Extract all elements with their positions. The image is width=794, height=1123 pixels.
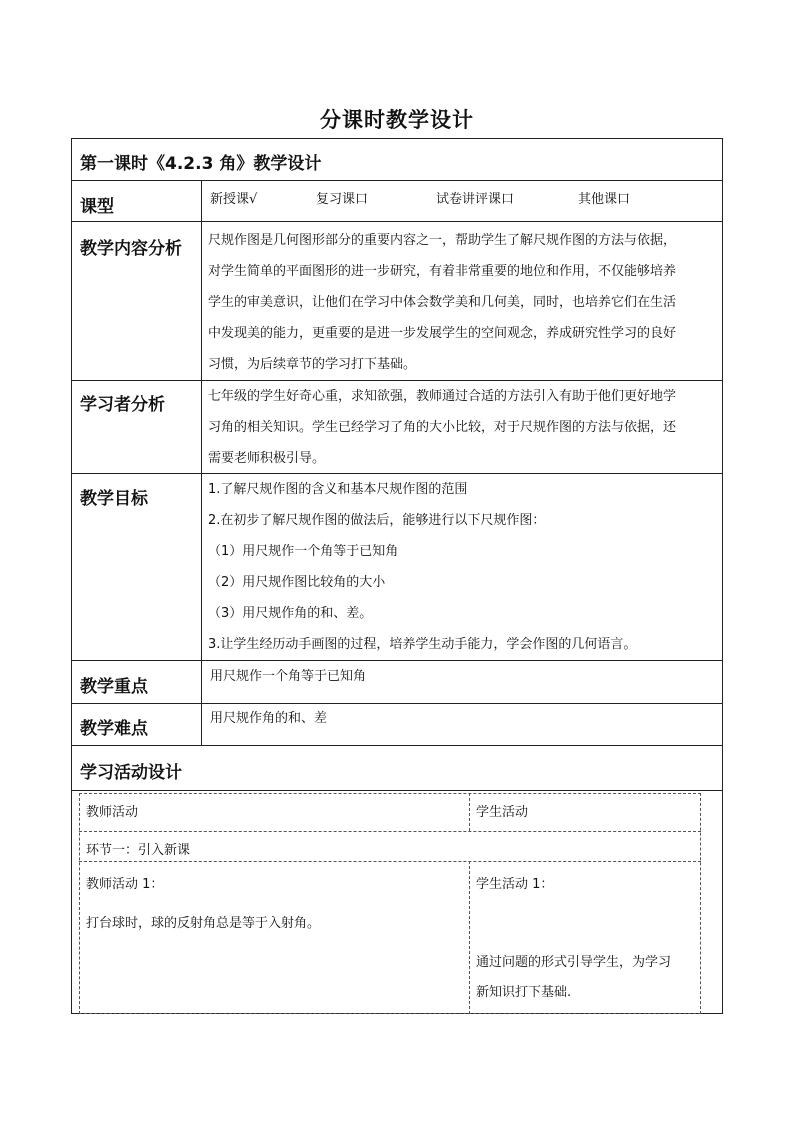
inner-row-divider xyxy=(79,831,701,832)
row-divider xyxy=(71,180,723,181)
row-divider xyxy=(71,790,723,791)
key-point-label: 教学重点 xyxy=(80,677,148,697)
inner-column-divider xyxy=(469,793,470,831)
row-divider xyxy=(71,660,723,661)
lesson-heading: 第一课时《4.2.3 角》教学设计 xyxy=(80,154,322,174)
content-analysis-label: 教学内容分析 xyxy=(80,239,182,259)
option-exam-review-lesson: 试卷讲评课口 xyxy=(436,192,515,207)
content-analysis-text: 尺规作图是几何图形部分的重要内容之一，帮助学生了解尺规作图的方法与依据， 对学生简单的平面图形的进一步研究，有着非常重要的地位和作用，不仅能够培养 学生的审美意识，让他们在学习中体会数学美和几何美，同时，也培养它们在生活 中发现美的能力，更重要的是进一步发展学生的空间观念，养成研究性学习的良好 习惯，为后续章节的学习打下基础。 xyxy=(208,233,677,372)
student-activity-1-label: 学生活动 1： xyxy=(476,877,554,892)
row-divider xyxy=(71,745,723,746)
row-divider xyxy=(71,221,723,222)
learner-analysis-text: 七年级的学生好奇心重，求知欲强，教师通过合适的方法引入有助于他们更好地学 习角的相关知识。学生已经学习了角的大小比较，对于尺规作图的方法与依据，还 需要老师积极引导。 xyxy=(208,389,677,466)
teacher-activity-1-text: 打台球时，球的反射角总是等于入射角。 xyxy=(86,916,321,931)
key-point-text: 用尺规作一个角等于已知角 xyxy=(210,669,367,684)
inner-row-divider xyxy=(79,861,701,862)
student-activity-header: 学生活动 xyxy=(476,805,529,820)
learner-analysis-label: 学习者分析 xyxy=(80,395,165,415)
teacher-activity-header: 教师活动 xyxy=(86,805,139,820)
option-review-lesson: 复习课口 xyxy=(316,192,369,207)
option-other-lesson: 其他课口 xyxy=(578,192,631,207)
teacher-activity-1-label: 教师活动 1： xyxy=(86,877,164,892)
option-new-lesson: 新授课√ xyxy=(210,192,258,207)
lesson-type-label: 课型 xyxy=(80,197,114,217)
column-divider xyxy=(201,180,202,745)
inner-column-divider xyxy=(469,861,470,1014)
difficulty-text: 用尺规作角的和、差 xyxy=(210,711,328,726)
student-activity-1-text: 通过问题的形式引导学生，为学习 新知识打下基础. xyxy=(476,955,672,1000)
activity-design-label: 学习活动设计 xyxy=(80,763,182,783)
objectives-label: 教学目标 xyxy=(80,489,148,509)
difficulty-label: 教学难点 xyxy=(80,719,148,739)
page-title: 分课时教学设计 xyxy=(320,108,474,132)
section-title: 环节一：引入新课 xyxy=(86,843,191,858)
row-divider xyxy=(71,703,723,704)
objectives-text: 1.了解尺规作图的含义和基本尺规作图的范围 2.在初步了解尺规作图的做法后，能够进行以下尺规作图： （1）用尺规作一个角等于已知角 （2）用尺规作图比较角的大小 （3）用尺规作角的和、差。 3.让学生经历动手画图的过程，培养学生动手能力，学会作图的几何语言。 xyxy=(208,482,637,652)
